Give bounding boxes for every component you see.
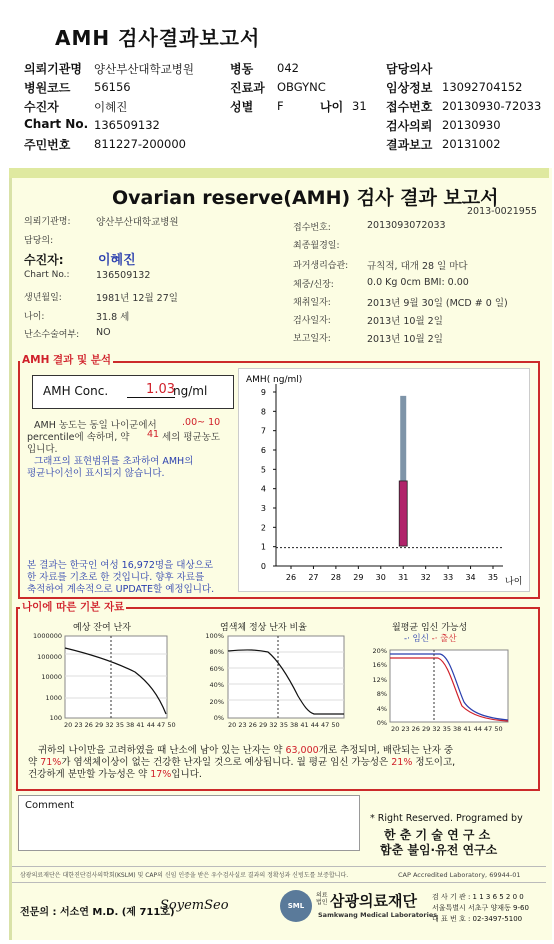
- header-label: 성별: [230, 100, 254, 114]
- amh-desc-range: .00~ 10: [182, 417, 221, 428]
- amh-desc-4: 입니다.: [27, 444, 58, 455]
- header-label: 주민번호: [24, 138, 71, 152]
- header-value: 811227-200000: [94, 137, 186, 151]
- summary-birth-value: 17%: [150, 769, 172, 780]
- report-field-value: 양산부산대학교병원: [96, 217, 179, 228]
- legend-line-icon: -·: [431, 634, 438, 644]
- header-value: 136509132: [94, 118, 160, 132]
- header-label: Chart No.: [24, 117, 89, 131]
- report-field-label: 생년월일:: [24, 293, 62, 303]
- amh-chart-ytick-label: 0: [260, 562, 266, 571]
- header-value: 13092704152: [442, 80, 523, 94]
- report-field-value: 31.8 세: [96, 312, 130, 323]
- amh-chart-ylabel: AMH( ng/ml): [246, 375, 303, 385]
- header-label: 결과보고: [386, 138, 433, 152]
- org-type-2: 법인: [316, 899, 328, 906]
- chart3-legend: [404, 632, 457, 644]
- header-value: F: [277, 99, 284, 113]
- header-value: OBGYNC: [277, 80, 326, 94]
- amh-conc-value: 1.03: [127, 382, 175, 398]
- footer-divider: [12, 882, 546, 883]
- org-type-1: 의료: [316, 892, 328, 899]
- patient-label: 수진자:: [24, 253, 64, 267]
- amh-chart-xtick-label: 27: [308, 573, 319, 582]
- summary-pregnancy-value: 21%: [391, 757, 413, 768]
- comment-label: Comment: [25, 800, 74, 811]
- amh-desc-1: AMH 농도는 동일 나이군에서: [34, 420, 157, 431]
- amh-chart-xtick-label: 29: [353, 573, 364, 582]
- report-field-value: 2013년 10월 2일: [367, 316, 443, 327]
- chart1-title: 예상 잔여 난자: [73, 623, 131, 633]
- amh-chart-xtick-label: 30: [375, 573, 386, 582]
- chart3-legend-b: 출산: [440, 634, 457, 644]
- report-field-value: 1981년 12월 27일: [96, 293, 178, 304]
- footer-cap: CAP Accredited Laboratory, 69944-01: [398, 871, 521, 879]
- header-value: 이혜진: [94, 100, 128, 114]
- report-field-value: 2013년 9월 30일 (MCD # 0 일): [367, 298, 508, 309]
- amh-section-title: AMH 결과 및 분석: [22, 354, 112, 366]
- tick-label: 12%: [372, 675, 387, 684]
- amh-chart: [238, 368, 528, 590]
- chart1-frame: [65, 636, 167, 718]
- summary-line-3: [28, 766, 202, 780]
- tick-label: 100: [49, 714, 62, 722]
- amh-chart-range-bar: [399, 481, 407, 546]
- tick-label: 40%: [209, 681, 224, 690]
- org-name-en: Samkwang Medical Laboratories: [318, 911, 438, 919]
- report-field-label: 나이:: [24, 312, 45, 322]
- header-value: 56156: [94, 80, 131, 94]
- header-value: 20130930-72033: [442, 99, 542, 113]
- footer-divider: [12, 866, 546, 867]
- rights-line-2: 한 춘 기 술 연 구 소: [384, 828, 491, 842]
- report-field-label: 의뢰기관명:: [24, 217, 71, 227]
- summary-text: 개로 추정되며, 배란되는 난자 중: [318, 745, 454, 756]
- report-field-label: 담당의:: [24, 236, 54, 246]
- header-label: 진료과: [230, 81, 265, 95]
- specialist: 전문의 : 서소연 M.D. (제 711호): [20, 907, 175, 918]
- age-value: 31: [352, 99, 367, 113]
- header-value: 20131002: [442, 137, 501, 151]
- amh-conc-unit: ng/ml: [173, 384, 208, 398]
- header-value: 042: [277, 61, 299, 75]
- chart3-legend-a: 임신: [412, 634, 429, 644]
- report-field-value: 2013093072033: [367, 220, 446, 231]
- signature: SoyemSeo: [160, 898, 229, 913]
- report-sheet-band: [9, 168, 549, 178]
- contact-2: 서울특별시 서초구 양재동 9-60: [432, 904, 529, 912]
- amh-chart-xtick-label: 35: [487, 573, 499, 582]
- summary-text: 정도이고,: [415, 757, 456, 768]
- report-field-label: 접수번호:: [293, 223, 331, 233]
- header-label: 검사의뢰: [386, 119, 433, 133]
- report-field-label: Chart No.:: [24, 270, 70, 280]
- report-number: 2013-0021955: [467, 206, 537, 217]
- summary-text: 건강하게 분만할 가능성은 약: [28, 769, 148, 780]
- report-field-label: 보고일자:: [293, 334, 331, 344]
- report-field-label: 난소수술여부:: [24, 330, 80, 340]
- header-label: 임상정보: [386, 81, 433, 95]
- header-label: 병원코드: [24, 81, 71, 95]
- header-label: 병동: [230, 62, 254, 76]
- report-field-value: 0.0 Kg 0cm BMI: 0.00: [367, 277, 469, 288]
- rights-line-1: * Right Reserved. Programed by: [370, 813, 523, 824]
- amh-note-1: 그래프의 표현범위를 초과하여 AMH의: [34, 456, 194, 467]
- report-field-label: 체중/신장:: [293, 280, 334, 290]
- summary-normal-value: 71%: [40, 757, 62, 768]
- chart2-title: 염색체 정상 난자 비율: [220, 623, 307, 633]
- tick-label: 20%: [372, 647, 387, 655]
- amh-chart-ytick-label: 4: [260, 484, 266, 494]
- header-label: 접수번호: [386, 100, 433, 114]
- tick-label: 1000000: [33, 632, 62, 640]
- patient-name: 이혜진: [98, 253, 136, 268]
- report-field-label: 과거생리습관:: [293, 261, 349, 271]
- amh-chart-ytick-label: 5: [260, 465, 266, 475]
- amh-conc-label: AMH Conc.: [43, 384, 109, 398]
- report-field-label: 채취일자:: [293, 298, 331, 308]
- tick-label: 16%: [372, 661, 387, 670]
- org-type: [316, 892, 328, 906]
- tick-label: 8%: [376, 690, 387, 699]
- amh-footnote-2: 한 자료를 기초로 한 것입니다. 향후 자료를: [27, 572, 205, 583]
- header-value: 20130930: [442, 118, 501, 132]
- amh-chart-ytick-label: 8: [260, 407, 266, 417]
- amh-chart-ytick-label: 3: [260, 504, 266, 513]
- amh-note-2: 평균나이선이 표시되지 않습니다.: [27, 468, 165, 479]
- header-label: 의뢰기관명: [24, 62, 82, 76]
- tick-label: 100%: [205, 632, 224, 640]
- summary-eggs-value: 63,000: [285, 745, 319, 756]
- summary-text: 약: [28, 757, 38, 768]
- summary-text: 가 염색체이상이 없는 건강한 난자일 것으로 예상됩니다. 월 평균 임신 가능성은: [61, 757, 389, 768]
- contact-3: 대 표 번 호 : 02-3497-5100: [432, 915, 523, 923]
- chart2-ages: 20 23 26 29 32 35 38 41 44 47 50: [228, 721, 340, 729]
- report-field-label: 최종월경일:: [293, 241, 340, 251]
- amh-desc-age: 41: [147, 429, 160, 440]
- header-label: 수진자: [24, 100, 59, 114]
- report-field-value: 136509132: [96, 270, 151, 281]
- tick-label: 0%: [213, 714, 224, 722]
- legend-line-icon: -·: [404, 634, 410, 644]
- tick-label: 60%: [209, 664, 224, 673]
- report-title: Ovarian reserve(AMH) 검사 결과 보고서: [112, 187, 499, 209]
- amh-chart-ytick-label: 2: [260, 523, 266, 533]
- org-logo-icon: SML: [280, 890, 312, 922]
- tick-label: 4%: [376, 704, 387, 713]
- amh-chart-xtick-label: 26: [285, 573, 297, 582]
- contact-1: 검 사 기 관 : 1 1 3 6 5 2 0 0: [432, 893, 524, 901]
- amh-chart-xtick-label: 33: [443, 573, 454, 582]
- header-value: 양산부산대학교병원: [94, 62, 194, 76]
- summary-text: 입니다.: [171, 769, 202, 780]
- tick-label: 100000: [37, 652, 62, 661]
- amh-chart-range-upper: [400, 396, 406, 481]
- basic-section-title: 나이에 따른 기본 자료: [22, 601, 125, 613]
- report-field-value: 2013년 10월 2일: [367, 334, 443, 345]
- org-name: 삼광의료재단: [330, 892, 417, 910]
- amh-chart-ytick-label: 7: [260, 426, 266, 436]
- summary-text: 귀하의 나이만을 고려하였을 때 난소에 남아 있는 난자는 약: [38, 745, 283, 756]
- report-field-label: 검사일자:: [293, 316, 331, 326]
- chart1-ages: 20 23 26 29 32 35 38 41 44 47 50: [64, 721, 176, 729]
- amh-chart-xtick-label: 34: [465, 573, 476, 582]
- header-label: 담당의사: [386, 62, 433, 76]
- tick-label: 10000: [41, 673, 62, 681]
- rights-line-3: 함춘 불임·유전 연구소: [380, 843, 498, 857]
- chart2-frame: [228, 636, 344, 718]
- amh-desc-2: percentile에 속하며, 약: [27, 432, 130, 443]
- amh-chart-ytick-label: 6: [260, 446, 266, 455]
- age-label: 나이: [320, 100, 344, 114]
- amh-footnote-1: 본 결과는 한국인 여성 16,972명을 대상으로: [27, 560, 213, 571]
- footer-cert: 삼광의료재단은 대한진단검사의학회(KSLM) 및 CAP의 신임 인증을 받은 우수검사실로 결과의 정확성과 신빙도를 보증합니다.: [20, 872, 349, 879]
- report-field-value: NO: [96, 327, 111, 338]
- page-title: AMH 검사결과보고서: [55, 26, 261, 50]
- tick-label: 80%: [209, 648, 224, 657]
- chart3-frame: [390, 650, 508, 722]
- amh-chart-xtick-label: 31: [398, 573, 409, 582]
- chart3-title: 월평균 임신 가능성: [392, 623, 468, 633]
- amh-chart-xtick-label: 28: [330, 573, 341, 582]
- amh-chart-ytick-label: 9: [260, 388, 266, 397]
- amh-chart-xtick-label: 32: [420, 573, 431, 582]
- amh-desc-3: 세의 평균농도: [162, 432, 221, 443]
- tick-label: 0%: [376, 719, 387, 727]
- amh-footnote-3: 축적하여 계속적으로 UPDATE할 예정입니다.: [27, 584, 215, 595]
- tick-label: 1000: [45, 693, 62, 702]
- chart3-ages: 20 23 26 29 32 35 38 41 44 47 50: [391, 725, 503, 733]
- amh-chart-xlabel: 나이: [505, 577, 523, 587]
- amh-chart-ytick-label: 1: [260, 542, 266, 552]
- report-field-value: 규칙적, 대개 28 일 마다: [367, 261, 468, 272]
- tick-label: 20%: [209, 697, 224, 706]
